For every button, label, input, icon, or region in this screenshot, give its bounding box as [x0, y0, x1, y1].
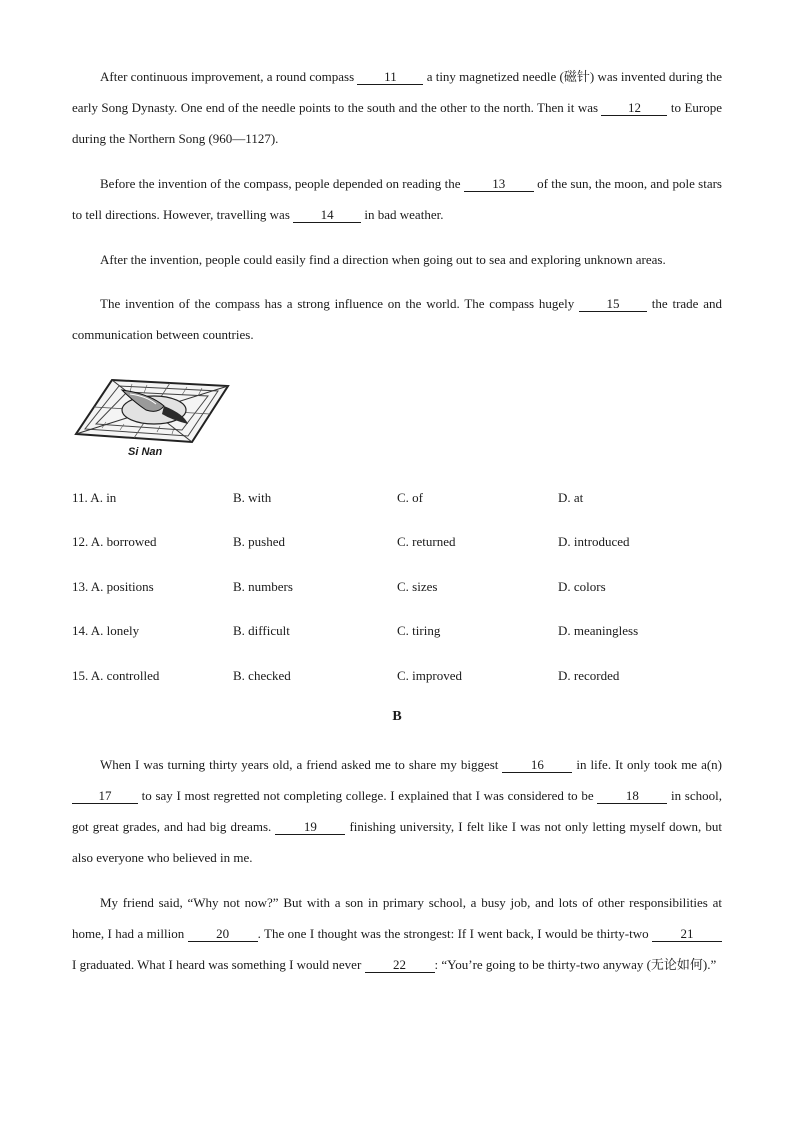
passage-a-paragraph-4 [72, 288, 722, 350]
blank-19: 19 [275, 819, 345, 835]
section-b-heading: B [392, 709, 402, 724]
question-row-12 [72, 534, 732, 554]
blank-11: 11 [357, 69, 423, 85]
option-12-b: B. pushed [233, 534, 285, 549]
option-12-a: 12. A. borrowed [72, 534, 157, 549]
question-row-13 [72, 579, 732, 599]
option-12-c: C. returned [397, 534, 456, 549]
text-run: the trade and communication between countries. [72, 296, 722, 342]
text-run: in life. It only took me a(n) [572, 757, 722, 772]
text-run: When I was turning thirty years old, a friend asked me to share my biggest [100, 757, 503, 772]
option-15-d: D. recorded [558, 668, 620, 683]
passage-b-paragraph-1 [72, 749, 722, 873]
blank-15: 15 [579, 296, 647, 312]
option-14-c: C. tiring [397, 623, 441, 638]
blank-20: 20 [188, 926, 258, 942]
blank-16: 16 [502, 757, 572, 773]
option-13-a: 13. A. positions [72, 579, 154, 594]
option-11-d: D. at [558, 490, 584, 505]
blank-13: 13 [464, 176, 534, 192]
option-13-d: D. colors [558, 579, 606, 594]
option-14-b: B. difficult [233, 623, 290, 638]
option-15-c: C. improved [397, 668, 462, 683]
text-run: a tiny magnetized needle (磁针) was invented during the early Song Dynasty. One end of the needle points to the south and the other to the north. Then it was [72, 69, 723, 115]
passage-a-paragraph-1 [72, 61, 722, 154]
question-row-15 [72, 668, 732, 688]
question-row-11 [72, 490, 732, 510]
blank-21: 21 [652, 926, 722, 942]
text-run: I graduated. What I heard was something I would never [72, 957, 365, 972]
option-15-a: 15. A. controlled [72, 668, 160, 683]
text-run: The invention of the compass has a strong influence on the world. The compass hugely [100, 296, 580, 311]
option-13-b: B. numbers [233, 579, 293, 594]
option-14-a: 14. A. lonely [72, 623, 140, 638]
blank-14: 14 [293, 207, 361, 223]
si-nan-compass-figure [72, 370, 232, 462]
option-14-d: D. meaningless [558, 623, 639, 638]
text-run: . The one I thought was the strongest: If I went back, I would be thirty-two [257, 926, 652, 941]
option-11-c: C. of [397, 490, 423, 505]
text-run: in school, got great grades, and had big dreams. [72, 788, 722, 834]
passage-a-paragraph-2 [72, 168, 722, 230]
question-row-14 [72, 623, 732, 643]
text-run: to say I most regretted not completing college. I explained that I was considered to be [138, 788, 598, 803]
text-run: finishing university, I felt like I was not only letting myself down, but also everyone who believed in me. [72, 819, 722, 865]
passage-b-paragraph-2 [72, 887, 722, 980]
passage-a-paragraph-3 [72, 244, 722, 275]
blank-12: 12 [601, 100, 667, 116]
text-run: After the invention, people could easily find a direction when going out to sea and exploring unknown areas. [100, 252, 666, 267]
text-run: Before the invention of the compass, people depended on reading the [100, 176, 464, 191]
blank-17: 17 [72, 788, 138, 804]
text-run: of the sun, the moon, and pole stars to tell directions. However, travelling was [72, 176, 722, 222]
text-run: : “You’re going to be thirty-two anyway (无论如何).” [434, 957, 717, 972]
blank-22: 22 [365, 957, 435, 973]
option-11-a: 11. A. in [72, 490, 117, 505]
text-run: to Europe during the Northern Song (960—1127). [72, 100, 722, 146]
figure-caption: Si Nan [128, 446, 163, 458]
option-13-c: C. sizes [397, 579, 438, 594]
option-15-b: B. checked [233, 668, 291, 683]
text-run: My friend said, “Why not now?” But with a son in primary school, a busy job, and lots of other responsibilities at home, I had a million [72, 895, 722, 941]
si-nan-compass-image [72, 370, 232, 450]
blank-18: 18 [597, 788, 667, 804]
option-12-d: D. introduced [558, 534, 630, 549]
text-run: in bad weather. [361, 207, 444, 222]
text-run: After continuous improvement, a round compass [100, 69, 358, 84]
option-11-b: B. with [233, 490, 272, 505]
